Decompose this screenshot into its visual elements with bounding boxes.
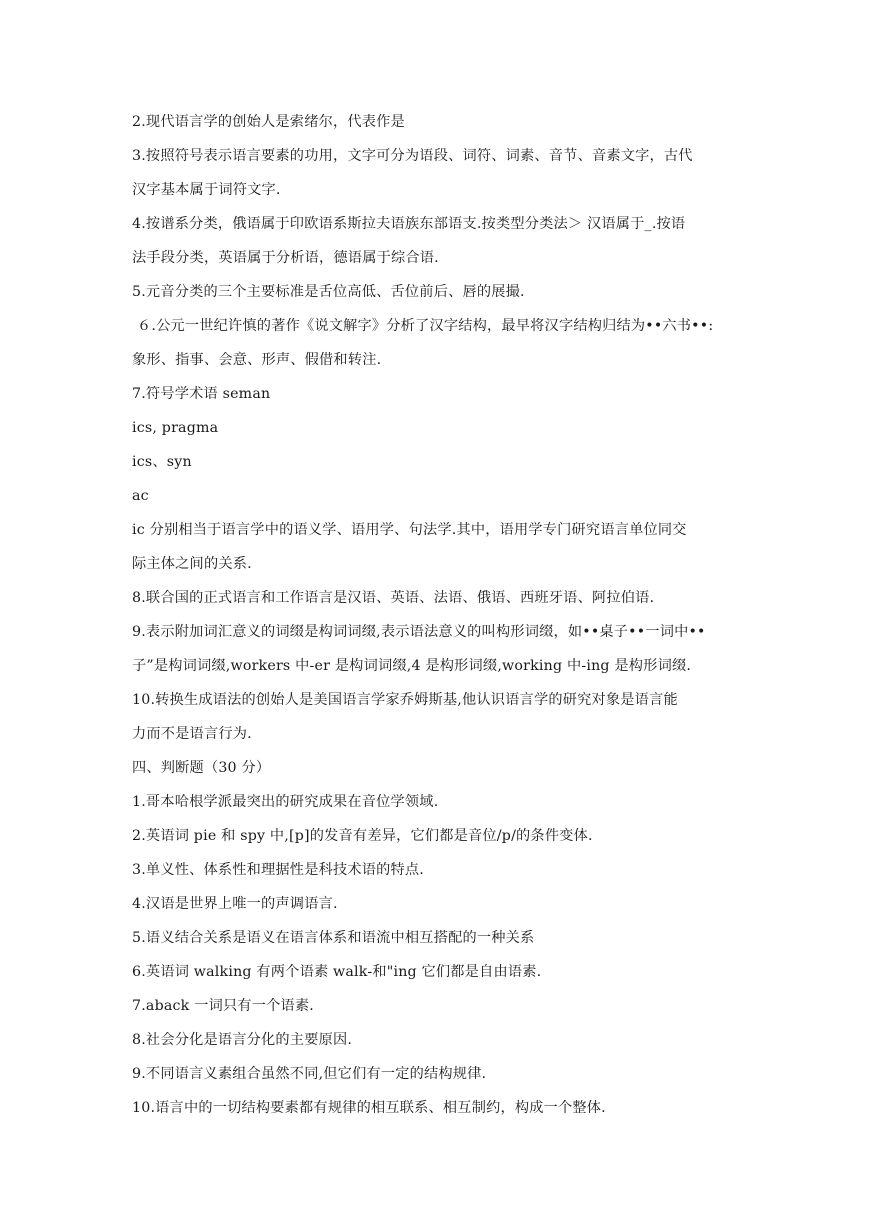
section-heading: 四、判断题（30 分） bbox=[132, 760, 271, 776]
text-line: 9.不同语言义素组合虽然不同,但它们有一定的结构规律. bbox=[132, 1066, 487, 1082]
text-line: 2.现代语言学的创始人是索绪尔，代表作是 bbox=[132, 114, 405, 130]
text-line: 法手段分类，英语属于分析语，德语属于综合语. bbox=[132, 250, 439, 266]
text-line: 汉字基本属于词符文字. bbox=[132, 182, 281, 198]
text-line: ics, pragma bbox=[132, 420, 219, 436]
text-line: 4.按谱系分类，俄语属于印欧语系斯拉夫语族东部语支.按类型分类法＞ 汉语属于_.按语 bbox=[132, 216, 686, 232]
text-line: 4.汉语是世界上唯一的声调语言. bbox=[132, 896, 338, 912]
text-line: 9.表示附加词汇意义的词缀是构词词缀,表示语法意义的叫构形词缀，如••桌子••一词中•• bbox=[132, 624, 706, 640]
text-line: 力而不是语言行为. bbox=[132, 726, 252, 742]
text-line: 际主体之间的关系. bbox=[132, 556, 252, 572]
text-line: 6.英语词 walking 有两个语素 walk-和"ing 它们都是自由语素. bbox=[132, 964, 542, 980]
text-line: 7.aback 一词只有一个语素. bbox=[132, 998, 314, 1014]
text-line: ６.公元一世纪许慎的著作《说文解字》分析了汉字结构，最早将汉字结构归结为••六书••: bbox=[137, 318, 714, 334]
text-line: 3.按照符号表示语言要素的功用，文字可分为语段、词符、词素、音节、音素文字，古代 bbox=[132, 148, 693, 164]
text-line: 5.语义结合关系是语义在语言体系和语流中相互搭配的一种关系 bbox=[132, 930, 535, 946]
text-line: 10.语言中的一切结构要素都有规律的相互联系、相互制约，构成一个整体. bbox=[132, 1100, 606, 1116]
text-line: 1.哥本哈根学派最突出的研究成果在音位学领域. bbox=[132, 794, 439, 810]
text-line: 5.元音分类的三个主要标准是舌位高低、舌位前后、唇的展撮. bbox=[132, 284, 525, 300]
text-line: ic 分别相当于语言学中的语义学、语用学、句法学.其中，语用学专门研究语言单位同交 bbox=[132, 522, 687, 538]
text-line: 8.社会分化是语言分化的主要原因. bbox=[132, 1032, 353, 1048]
text-line: 象形、指事、会意、形声、假借和转注. bbox=[132, 352, 382, 368]
text-line: 8.联合国的正式语言和工作语言是汉语、英语、法语、俄语、西班牙语、阿拉伯语. bbox=[132, 590, 655, 606]
text-line: 2.英语词 pie 和 spy 中,[p]的发音有差异，它们都是音位/p/的条件变体. bbox=[132, 828, 593, 844]
text-line: 7.符号学术语 seman bbox=[132, 386, 271, 402]
text-line: ics、syn bbox=[132, 454, 192, 470]
text-line: ac bbox=[132, 488, 149, 504]
text-line: 子”是构词词缀,workers 中-er 是构词词缀,4 是构形词缀,working 中-ing 是构形词缀. bbox=[132, 658, 692, 674]
text-line: 10.转换生成语法的创始人是美国语言学家乔姆斯基,他认识语言学的研究对象是语言能 bbox=[132, 692, 678, 708]
text-line: 3.单义性、体系性和理据性是科技术语的特点. bbox=[132, 862, 425, 878]
